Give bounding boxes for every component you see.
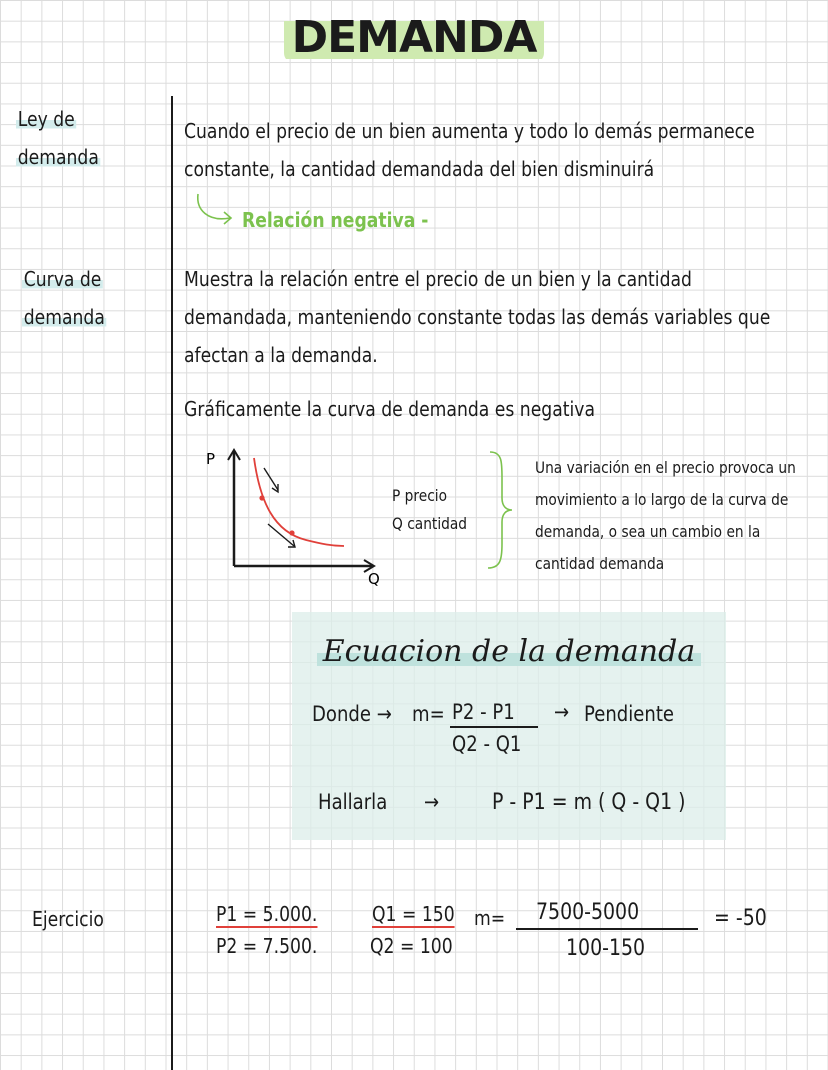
ley-definition: Cuando el precio de un bien aumenta y todo lo demás permanece constante, la cantidad demandada del bien disminuirá — [184, 119, 755, 181]
curved-arrow-icon — [194, 192, 240, 232]
exercise-fraction-line — [516, 928, 698, 930]
equation-title: Ecuacion de la demanda — [292, 634, 726, 669]
page-title: DEMANDA — [0, 12, 828, 63]
exercise-numerator: 7500-5000 — [536, 900, 640, 925]
graph-caption: Gráficamente la curva de demanda es negativa — [184, 397, 595, 421]
margin-divider — [171, 96, 173, 1070]
curva-definition: Muestra la relación entre el precio de un bien y la cantidad demandada, manteniendo constante todas las demás variables que afectan a la demanda. — [184, 267, 771, 367]
exercise-denominator: 100-150 — [566, 936, 646, 961]
brace-note: Una variación en el precio provoca un movimiento a lo largo de la curva de demanda, o sea un cambio en la cantidad demanda — [535, 458, 796, 573]
axis-p-label: P — [206, 450, 216, 468]
exercise-p2: P2 = 7.500. — [216, 934, 318, 958]
curve-point-a — [259, 495, 264, 500]
pendiente-arrow: → — [554, 700, 570, 724]
demand-curve-line — [254, 458, 344, 546]
exercise-p1: P1 = 5.000. — [216, 902, 318, 926]
demand-curve-graph — [196, 440, 396, 590]
exercise-m: m= — [474, 906, 506, 930]
ley-label: Ley de demanda — [17, 107, 99, 169]
slope-m: m= — [412, 702, 445, 726]
pendiente-label: Pendiente — [584, 702, 675, 726]
curva-label: Curva de demanda — [23, 267, 105, 329]
slope-numerator: P2 - P1 — [452, 700, 515, 724]
green-brace-icon — [484, 448, 518, 572]
graph-legend: P precio Q cantidad — [392, 486, 468, 533]
slope-denominator: Q2 - Q1 — [452, 732, 522, 756]
ejercicio-label: Ejercicio — [32, 907, 104, 931]
axis-q-label: Q — [368, 570, 380, 588]
curve-point-b — [289, 530, 294, 535]
donde-label: Donde → — [312, 702, 392, 726]
hallarla-label: Hallarla — [318, 790, 388, 814]
relacion-negativa-note: Relación negativa - — [242, 208, 429, 232]
hallarla-arrow: → — [424, 790, 440, 814]
slope-fraction-line — [450, 726, 538, 728]
exercise-q2: Q2 = 100 — [370, 934, 453, 958]
exercise-q1: Q1 = 150 — [372, 902, 455, 926]
point-slope-formula: P - P1 = m ( Q - Q1 ) — [492, 790, 686, 815]
exercise-result: = -50 — [714, 906, 767, 931]
